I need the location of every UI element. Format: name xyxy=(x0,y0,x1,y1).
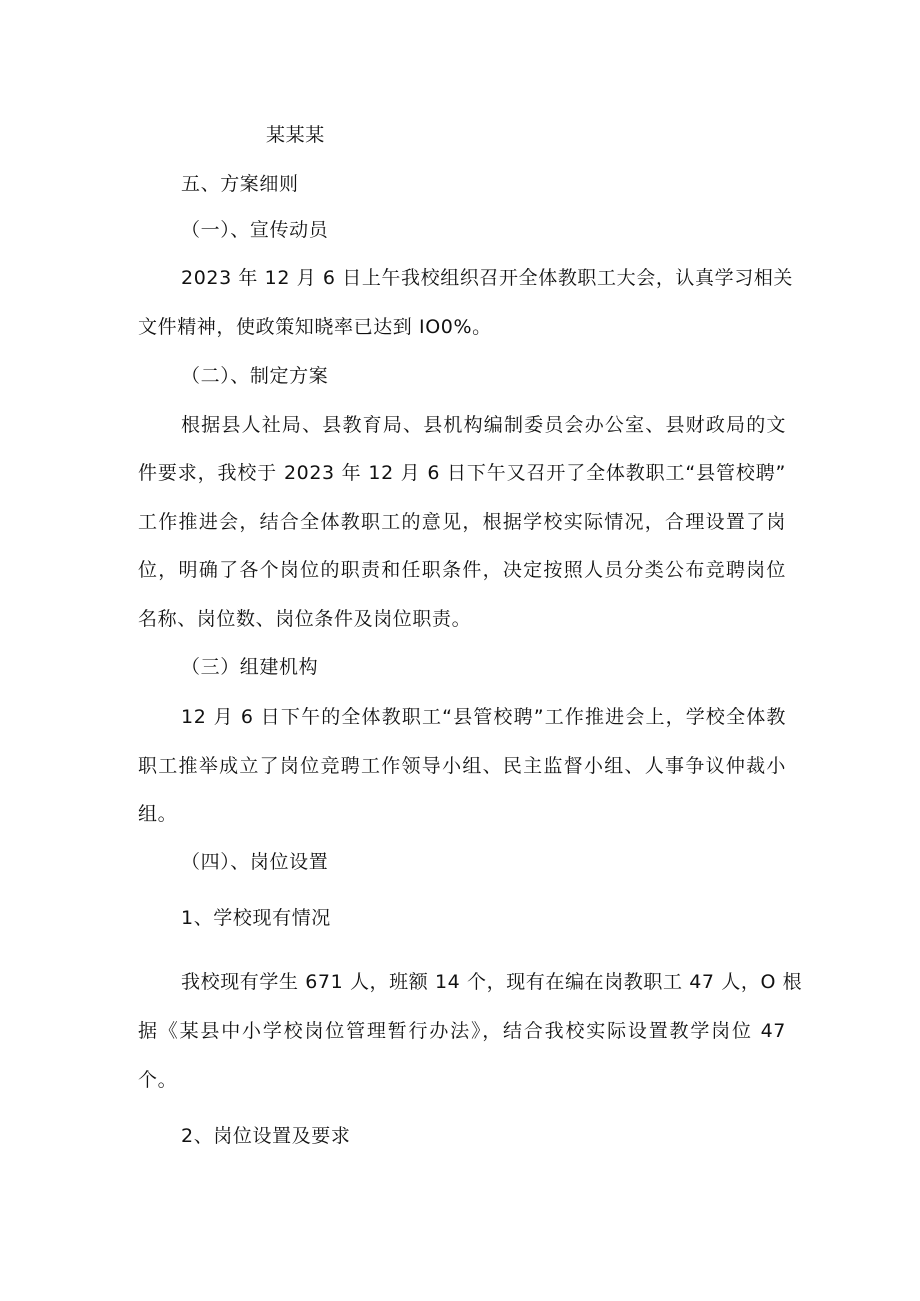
paragraph-3-line-2: 职工推举成立了岗位竞聘工作领导小组、民主监督小组、人事争议仲裁小 xyxy=(138,755,786,777)
paragraph-4-line-1: 我校现有学生 671 人，班额 14 个，现有在编在岗教职工 47 人，O 根 xyxy=(181,971,803,993)
paragraph-2-line-4: 位，明确了各个岗位的职责和任职条件，决定按照人员分类公布竞聘岗位 xyxy=(138,559,786,581)
paragraph-2-line-1: 根据县人社局、县教育局、县机构编制委员会办公室、县财政局的文 xyxy=(181,414,786,436)
subsection-4-title: （四）、岗位设置 xyxy=(181,851,329,873)
item-2-title: 2、岗位设置及要求 xyxy=(181,1125,351,1147)
paragraph-4-line-2: 据《某县中小学校岗位管理暂行办法》，结合我校实际设置教学岗位 47 xyxy=(138,1020,786,1042)
paragraph-2-line-5: 名称、岗位数、岗位条件及岗位职责。 xyxy=(138,608,472,630)
paragraph-3-line-1: 12 月 6 日下午的全体教职工“县管校聘”工作推进会上，学校全体教 xyxy=(181,706,786,728)
subsection-2-title: （二）、制定方案 xyxy=(181,365,329,387)
paragraph-4-line-3: 个。 xyxy=(138,1069,178,1091)
item-1-title: 1、学校现有情况 xyxy=(181,907,331,929)
paragraph-3-line-3: 组。 xyxy=(138,803,178,825)
subsection-1-title: （一）、宣传动员 xyxy=(181,219,329,241)
signature: 某某某 xyxy=(266,124,325,146)
subsection-3-title: （三）组建机构 xyxy=(181,656,319,678)
section-five-title: 五、方案细则 xyxy=(181,173,299,195)
paragraph-2-line-2: 件要求，我校于 2023 年 12 月 6 日下午又召开了全体教职工“县管校聘” xyxy=(138,462,786,484)
paragraph-1-line-1: 2023 年 12 月 6 日上午我校组织召开全体教职工大会，认真学习相关 xyxy=(181,267,794,289)
paragraph-1-line-2: 文件精神，使政策知晓率已达到 IO0%。 xyxy=(138,316,492,338)
paragraph-2-line-3: 工作推进会，结合全体教职工的意见，根据学校实际情况，合理设置了岗 xyxy=(138,511,786,533)
